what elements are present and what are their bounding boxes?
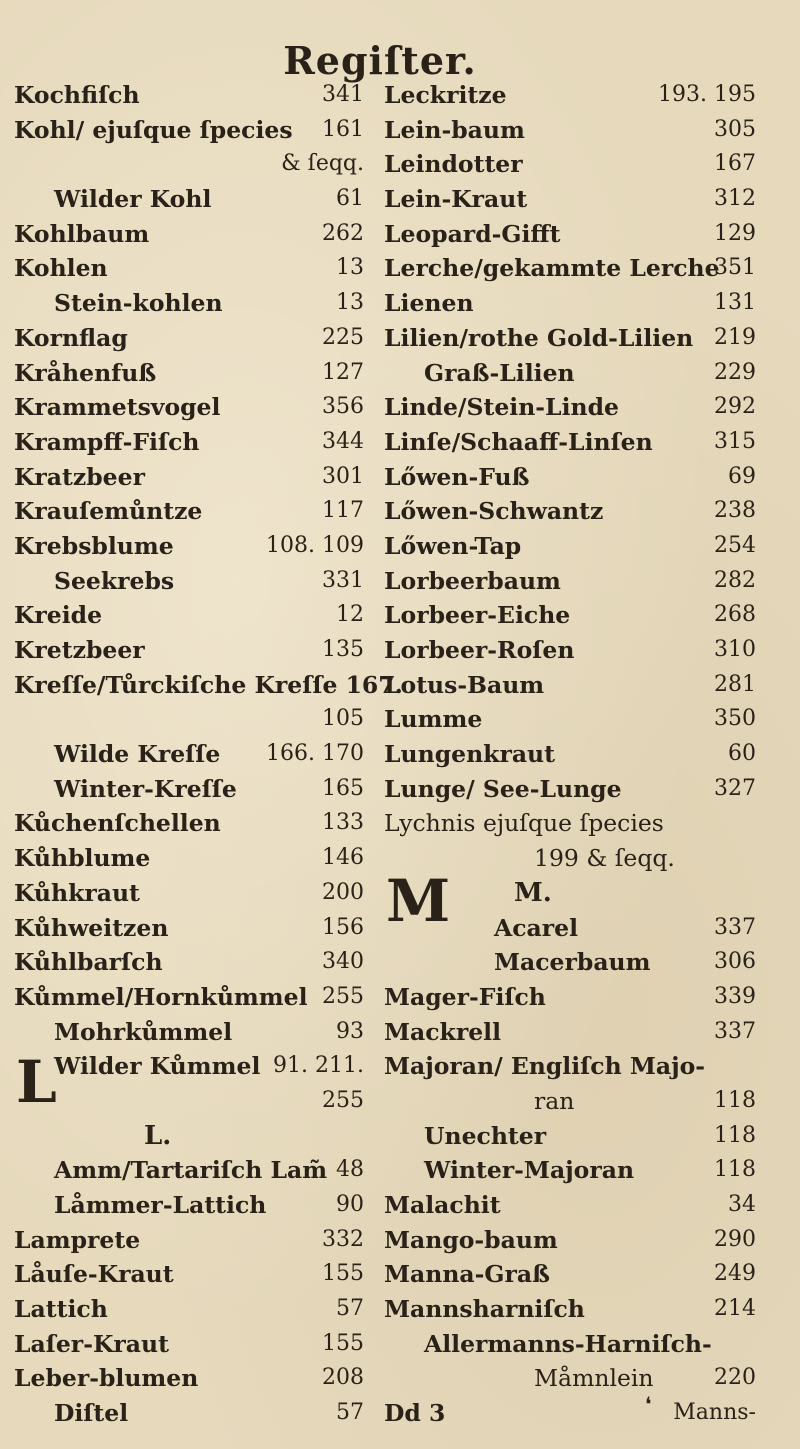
entry-term: Linſe/Schaaff-Linſen: [384, 427, 653, 456]
entry-page-number: 118: [714, 1122, 756, 1148]
index-entry: [384, 113, 756, 148]
index-entry: [14, 113, 364, 148]
entry-page-number: 340: [322, 949, 364, 975]
index-entry: [384, 147, 756, 182]
index-entry: [384, 1396, 756, 1431]
entry-page-number: 229: [714, 359, 756, 385]
entry-page-number: 156: [322, 914, 364, 940]
entry-page-number: 339: [714, 983, 756, 1009]
index-entry: [14, 1396, 364, 1431]
entry-term: Lerche/gekammte Lerche: [384, 254, 720, 283]
entry-page-number: 292: [714, 394, 756, 420]
entry-term: Låmmer-Lattich: [54, 1191, 267, 1219]
entry-page-number: 219: [714, 324, 756, 350]
index-entry: [384, 1015, 756, 1050]
entry-page-number: 281: [714, 671, 756, 697]
entry-page-number: 57: [336, 1296, 364, 1322]
index-entry: [384, 286, 756, 321]
section-letter: M.: [514, 877, 552, 908]
entry-page-number: 165: [322, 775, 364, 801]
index-entry: [384, 1223, 756, 1258]
entry-page-number: 305: [714, 116, 756, 142]
entry-term: Leckritze: [384, 81, 507, 109]
left-column: [14, 78, 403, 1431]
entry-term: Macerbaum: [494, 948, 651, 977]
entry-page-number: 133: [322, 810, 364, 836]
entry-page-number: 255: [322, 983, 364, 1009]
index-entry: [14, 1223, 364, 1258]
entry-term: Laſer-Kraut: [14, 1329, 169, 1358]
entry-term: Mohrkůmmel: [54, 1017, 233, 1046]
entry-page-number: 117: [322, 498, 364, 524]
entry-page-number: 118: [714, 1087, 756, 1113]
entry-page-number: 48: [336, 1157, 364, 1183]
index-entry: [14, 251, 364, 286]
index-entry: [14, 1049, 364, 1084]
index-entry: [14, 564, 364, 599]
entry-term: Allermanns-Harniſch-: [424, 1329, 712, 1358]
page-title: Regiſter.: [283, 38, 477, 83]
entry-page-number: 13: [336, 290, 364, 316]
entry-term: Mango-baum: [384, 1225, 558, 1254]
entry-term: Lorbeer-Roſen: [384, 636, 575, 664]
index-entry: [384, 598, 756, 633]
index-entry: [14, 876, 364, 911]
entry-page-number: 93: [336, 1018, 364, 1044]
entry-page-number: 350: [714, 706, 756, 732]
entry-term: Leopard-Gifft: [384, 219, 561, 248]
entry-term: Unechter: [424, 1121, 547, 1150]
entry-page-number: 91. 211.: [273, 1053, 364, 1079]
entry-term: Kůhlbarſch: [14, 948, 163, 977]
entry-term: Lőwen-Schwantz: [384, 497, 604, 526]
index-entry: [384, 1361, 756, 1396]
index-entry: [384, 217, 756, 252]
index-entry: [14, 147, 364, 182]
entry-term: Malachit: [384, 1191, 501, 1219]
entry-term: Låuſe-Kraut: [14, 1260, 174, 1289]
index-entry: [14, 1153, 364, 1188]
entry-term: Leber-blumen: [14, 1364, 199, 1393]
entry-term: Seekrebs: [54, 566, 175, 595]
index-entry: [14, 806, 364, 841]
entry-page-number: 312: [714, 186, 756, 212]
entry-page-number: 306: [714, 949, 756, 975]
entry-page-number: 108. 109: [266, 532, 364, 558]
entry-term: Kohl/ ejuſque ſpecies: [14, 115, 293, 144]
entry-term: Kornflag: [14, 323, 128, 352]
entry-term: Lorbeerbaum: [384, 566, 561, 595]
index-entry: [14, 668, 403, 703]
entry-page-number: 200: [322, 879, 364, 905]
entry-page-number: 61: [336, 186, 364, 212]
entry-term: Lienen: [384, 289, 474, 318]
index-entry: [384, 772, 756, 807]
entry-term: Amm/Tartariſch Lam̃: [54, 1156, 328, 1185]
entry-term: Lumme: [384, 705, 483, 734]
index-entry: [14, 217, 364, 252]
entry-term: Manna-Graß: [384, 1260, 550, 1289]
entry-term: Kohlen: [14, 254, 108, 283]
index-entry: [14, 321, 364, 356]
index-entry: [14, 598, 364, 633]
entry-page-number: 254: [714, 532, 756, 558]
index-entry: [14, 356, 364, 391]
entry-page-number: 327: [714, 775, 756, 801]
index-entry: [14, 1084, 364, 1119]
entry-page-number: 331: [322, 567, 364, 593]
entry-page-number: 225: [322, 324, 364, 350]
index-entry: [384, 668, 756, 703]
entry-term: Kůchenſchellen: [14, 809, 221, 838]
entry-term: Måmnlein: [534, 1364, 654, 1393]
entry-page-number: 282: [714, 567, 756, 593]
entry-term: Acarel: [494, 913, 579, 942]
entry-page-number: 167: [714, 151, 756, 177]
entry-page-number: 337: [714, 914, 756, 940]
entry-term: Linde/Stein-Linde: [384, 393, 619, 422]
entry-term: Kretzbeer: [14, 636, 145, 664]
ink-mark: ❛: [645, 1392, 652, 1416]
entry-term: Kochfiſch: [14, 81, 140, 109]
index-entry: [384, 980, 756, 1015]
entry-term: Lein-Kraut: [384, 185, 528, 214]
entry-term: Diſtel: [54, 1399, 129, 1428]
entry-page-number: 135: [322, 637, 364, 662]
index-entry: [14, 182, 364, 217]
entry-page-number: 12: [336, 602, 364, 628]
index-entry: [384, 702, 756, 737]
index-entry: [14, 841, 364, 876]
index-entry: [14, 945, 364, 980]
entry-page-number: 129: [714, 220, 756, 246]
index-entry: [384, 1188, 756, 1223]
index-entry: [14, 702, 364, 737]
index-entry: [14, 1292, 364, 1327]
entry-term: Kůhblume: [14, 844, 151, 873]
index-entry: [14, 286, 364, 321]
entry-page-number: 356: [322, 394, 364, 420]
entry-page-number: 220: [714, 1365, 756, 1391]
entry-term: Graß-Lilien: [424, 358, 575, 387]
entry-page-number: 214: [714, 1296, 756, 1322]
entry-term: Krampff-Fiſch: [14, 427, 200, 456]
index-entry: [14, 390, 364, 425]
index-entry: [14, 1188, 364, 1223]
entry-term: Kůhweitzen: [14, 913, 169, 942]
index-entry: [384, 633, 756, 668]
index-entry: [14, 1257, 364, 1292]
entry-page-number: 315: [714, 428, 756, 454]
entry-page-number: 255: [322, 1087, 364, 1113]
entry-page-number: 351: [714, 255, 756, 281]
index-entry: [384, 529, 756, 564]
index-entry: [14, 460, 364, 495]
index-entry: [384, 1084, 756, 1119]
entry-page-number: 249: [714, 1261, 756, 1287]
index-entry: [384, 251, 756, 286]
entry-term: Kreſſe/Tůrckiſche Kreſſe 167.: [14, 670, 403, 699]
index-entry: [384, 737, 756, 772]
entry-page-number: 301: [322, 463, 364, 489]
entry-term: Majoran/ Engliſch Majo-: [384, 1052, 706, 1081]
index-entry: [14, 772, 364, 807]
entry-page-number: 310: [714, 637, 756, 662]
index-entry: [384, 1292, 756, 1327]
index-entry: [14, 1327, 364, 1362]
entry-page-number: 57: [336, 1400, 364, 1426]
index-entry: [384, 356, 756, 391]
entry-page-number: 127: [322, 359, 364, 385]
entry-term: Lorbeer-Eiche: [384, 601, 571, 630]
entry-term: Winter-Kreſſe: [54, 774, 237, 803]
entry-page-number: 60: [728, 741, 756, 767]
index-entry: [384, 425, 756, 460]
entry-page-number: 90: [336, 1192, 364, 1217]
index-entry: [384, 911, 756, 946]
entry-term: Wilde Kreſſe: [54, 740, 221, 769]
index-entry: [384, 876, 756, 911]
index-entry: [14, 1015, 364, 1050]
entry-term: Lychnis ejuſque ſpecies: [384, 809, 664, 838]
entry-page-number: 268: [714, 602, 756, 628]
entry-page-number: 166. 170: [266, 741, 364, 767]
entry-page-number: 193. 195: [658, 82, 756, 107]
entry-term: Leindotter: [384, 150, 523, 179]
index-entry: [384, 390, 756, 425]
entry-term: Lein-baum: [384, 115, 525, 144]
index-entry: [14, 980, 364, 1015]
entry-page-number: 131: [714, 290, 756, 316]
entry-term: Mannsharniſch: [384, 1295, 585, 1324]
index-entry: [384, 460, 756, 495]
entry-page-number: & ſeqq.: [281, 151, 364, 177]
entry-term: Kůmmel/Hornkůmmel: [14, 982, 308, 1011]
entry-term: 199 & ſeqq.: [534, 844, 675, 873]
section-letter: L.: [144, 1120, 172, 1151]
entry-page-number: 262: [322, 220, 364, 246]
index-entry: [14, 529, 364, 564]
entry-term: Kreide: [14, 601, 103, 630]
entry-term: Kråhenfuß: [14, 358, 157, 387]
entry-page-number: 208: [322, 1365, 364, 1391]
entry-term: Dd 3: [384, 1399, 446, 1428]
entry-page-number: 118: [714, 1157, 756, 1183]
entry-term: Lilien/rothe Gold-Lilien: [384, 323, 694, 352]
entry-page-number: 290: [714, 1226, 756, 1252]
index-entry: [14, 425, 364, 460]
entry-term: ran: [534, 1086, 575, 1115]
entry-term: Kůhkraut: [14, 878, 140, 907]
index-entry: [14, 737, 364, 772]
index-entry: [14, 1119, 364, 1154]
entry-term: Lattich: [14, 1295, 108, 1324]
index-entry: [384, 1257, 756, 1292]
entry-term: Stein-kohlen: [54, 289, 223, 318]
entry-term: Lamprete: [14, 1225, 141, 1254]
index-entry: [14, 1361, 364, 1396]
index-entry: [384, 182, 756, 217]
entry-term: Lőwen-Fuß: [384, 462, 530, 491]
entry-term: Lunge/ See-Lunge: [384, 774, 622, 803]
entry-page-number: 13: [336, 255, 364, 281]
index-entry: [14, 494, 364, 529]
index-entry: [384, 1327, 756, 1362]
entry-term: Krammetsvogel: [14, 393, 221, 422]
right-column: [384, 78, 756, 1431]
entry-page-number: 332: [322, 1226, 364, 1252]
index-entry: [384, 321, 756, 356]
entry-page-number: 337: [714, 1018, 756, 1044]
index-entry: [384, 1119, 756, 1154]
entry-page-number: 341: [322, 82, 364, 107]
entry-term: Winter-Majoran: [424, 1156, 635, 1185]
entry-page-number: 155: [322, 1330, 364, 1356]
entry-term: Lotus-Baum: [384, 670, 545, 699]
index-entry: [384, 494, 756, 529]
entry-term: Wilder Kůmmel: [54, 1052, 261, 1081]
index-entry: [384, 1049, 756, 1084]
entry-term: Wilder Kohl: [54, 185, 212, 214]
index-entry: [14, 633, 364, 668]
index-entry: [384, 78, 756, 113]
entry-term: Krauſemůntze: [14, 497, 203, 526]
entry-page-number: 161: [322, 116, 364, 142]
entry-page-number: Manns-: [673, 1400, 756, 1426]
entry-term: Mager-Fiſch: [384, 982, 546, 1011]
index-entry: [384, 945, 756, 980]
entry-page-number: 155: [322, 1261, 364, 1287]
index-entry: [384, 806, 756, 841]
entry-term: Kohlbaum: [14, 219, 150, 248]
entry-page-number: 69: [728, 463, 756, 489]
entry-term: Kratzbeer: [14, 462, 145, 491]
entry-page-number: 34: [728, 1192, 756, 1217]
entry-page-number: 146: [322, 845, 364, 871]
index-entry: [14, 78, 364, 113]
entry-term: Mackrell: [384, 1017, 502, 1046]
drop-initial-m: M: [386, 867, 451, 935]
drop-initial-l: L: [16, 1048, 57, 1116]
entry-term: Lungenkraut: [384, 740, 555, 769]
index-entry: [14, 911, 364, 946]
entry-term: Krebsblume: [14, 531, 174, 560]
index-entry: [384, 564, 756, 599]
index-entry: [384, 1153, 756, 1188]
index-entry: [384, 841, 756, 876]
entry-term: Lőwen-Tap: [384, 531, 522, 560]
entry-page-number: 344: [322, 428, 364, 454]
entry-page-number: 105: [322, 706, 364, 732]
entry-page-number: 238: [714, 498, 756, 524]
